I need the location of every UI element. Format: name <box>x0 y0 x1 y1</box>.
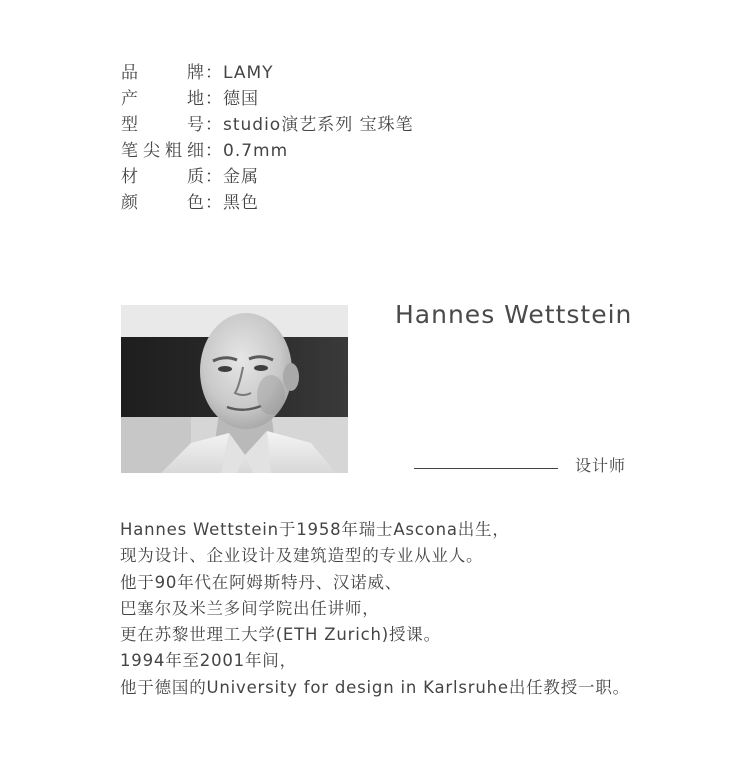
role-divider <box>414 468 558 469</box>
spec-label: 型号 <box>121 115 205 135</box>
spec-label: 产地 <box>121 89 205 109</box>
spec-row-nib-size <box>121 138 414 164</box>
designer-role: 设计师 <box>575 456 627 475</box>
spec-label: 笔尖粗细 <box>121 141 205 161</box>
spec-value: 金属 <box>223 167 259 187</box>
bio-line: Hannes Wettstein于1958年瑞士Ascona出生， <box>120 520 510 539</box>
designer-name: Hannes Wettstein <box>395 300 633 329</box>
spec-colon: ： <box>205 193 223 213</box>
spec-colon: ： <box>205 167 223 187</box>
spec-row-model <box>121 112 414 138</box>
spec-row-material <box>121 164 414 190</box>
spec-value: LAMY <box>223 63 274 83</box>
spec-value: 0.7mm <box>223 141 289 161</box>
portrait-illustration <box>121 305 348 473</box>
spec-row-color <box>121 190 414 216</box>
spec-value: 黑色 <box>223 193 259 213</box>
bio-line: 他于德国的University for design in Karlsruhe出任教授一职。 <box>120 677 630 697</box>
spec-row-brand <box>121 60 414 86</box>
bio-line: 1994年至2001年间， <box>120 651 297 671</box>
bio-line: 巴塞尔及米兰多间学院出任讲师， <box>120 598 380 618</box>
spec-label: 材质 <box>121 167 205 187</box>
bio-line: 现为设计、企业设计及建筑造型的专业从业人。 <box>120 546 484 566</box>
spec-colon: ： <box>205 141 223 161</box>
spec-colon: ： <box>205 63 223 83</box>
spec-colon: ： <box>205 115 223 135</box>
spec-row-origin <box>121 86 414 112</box>
spec-value: studio演艺系列 宝珠笔 <box>223 115 414 135</box>
bio-line: 他于90年代在阿姆斯特丹、汉诺威、 <box>120 572 403 592</box>
spec-label: 颜色 <box>121 193 205 213</box>
spec-colon: ： <box>205 89 223 109</box>
spec-value: 德国 <box>223 89 259 109</box>
bio-line: 更在苏黎世理工大学(ETH Zurich)授课。 <box>120 625 441 645</box>
designer-bio <box>120 517 630 701</box>
designer-portrait <box>121 305 348 473</box>
specs-list <box>121 60 414 216</box>
spec-label: 品牌 <box>121 63 205 83</box>
